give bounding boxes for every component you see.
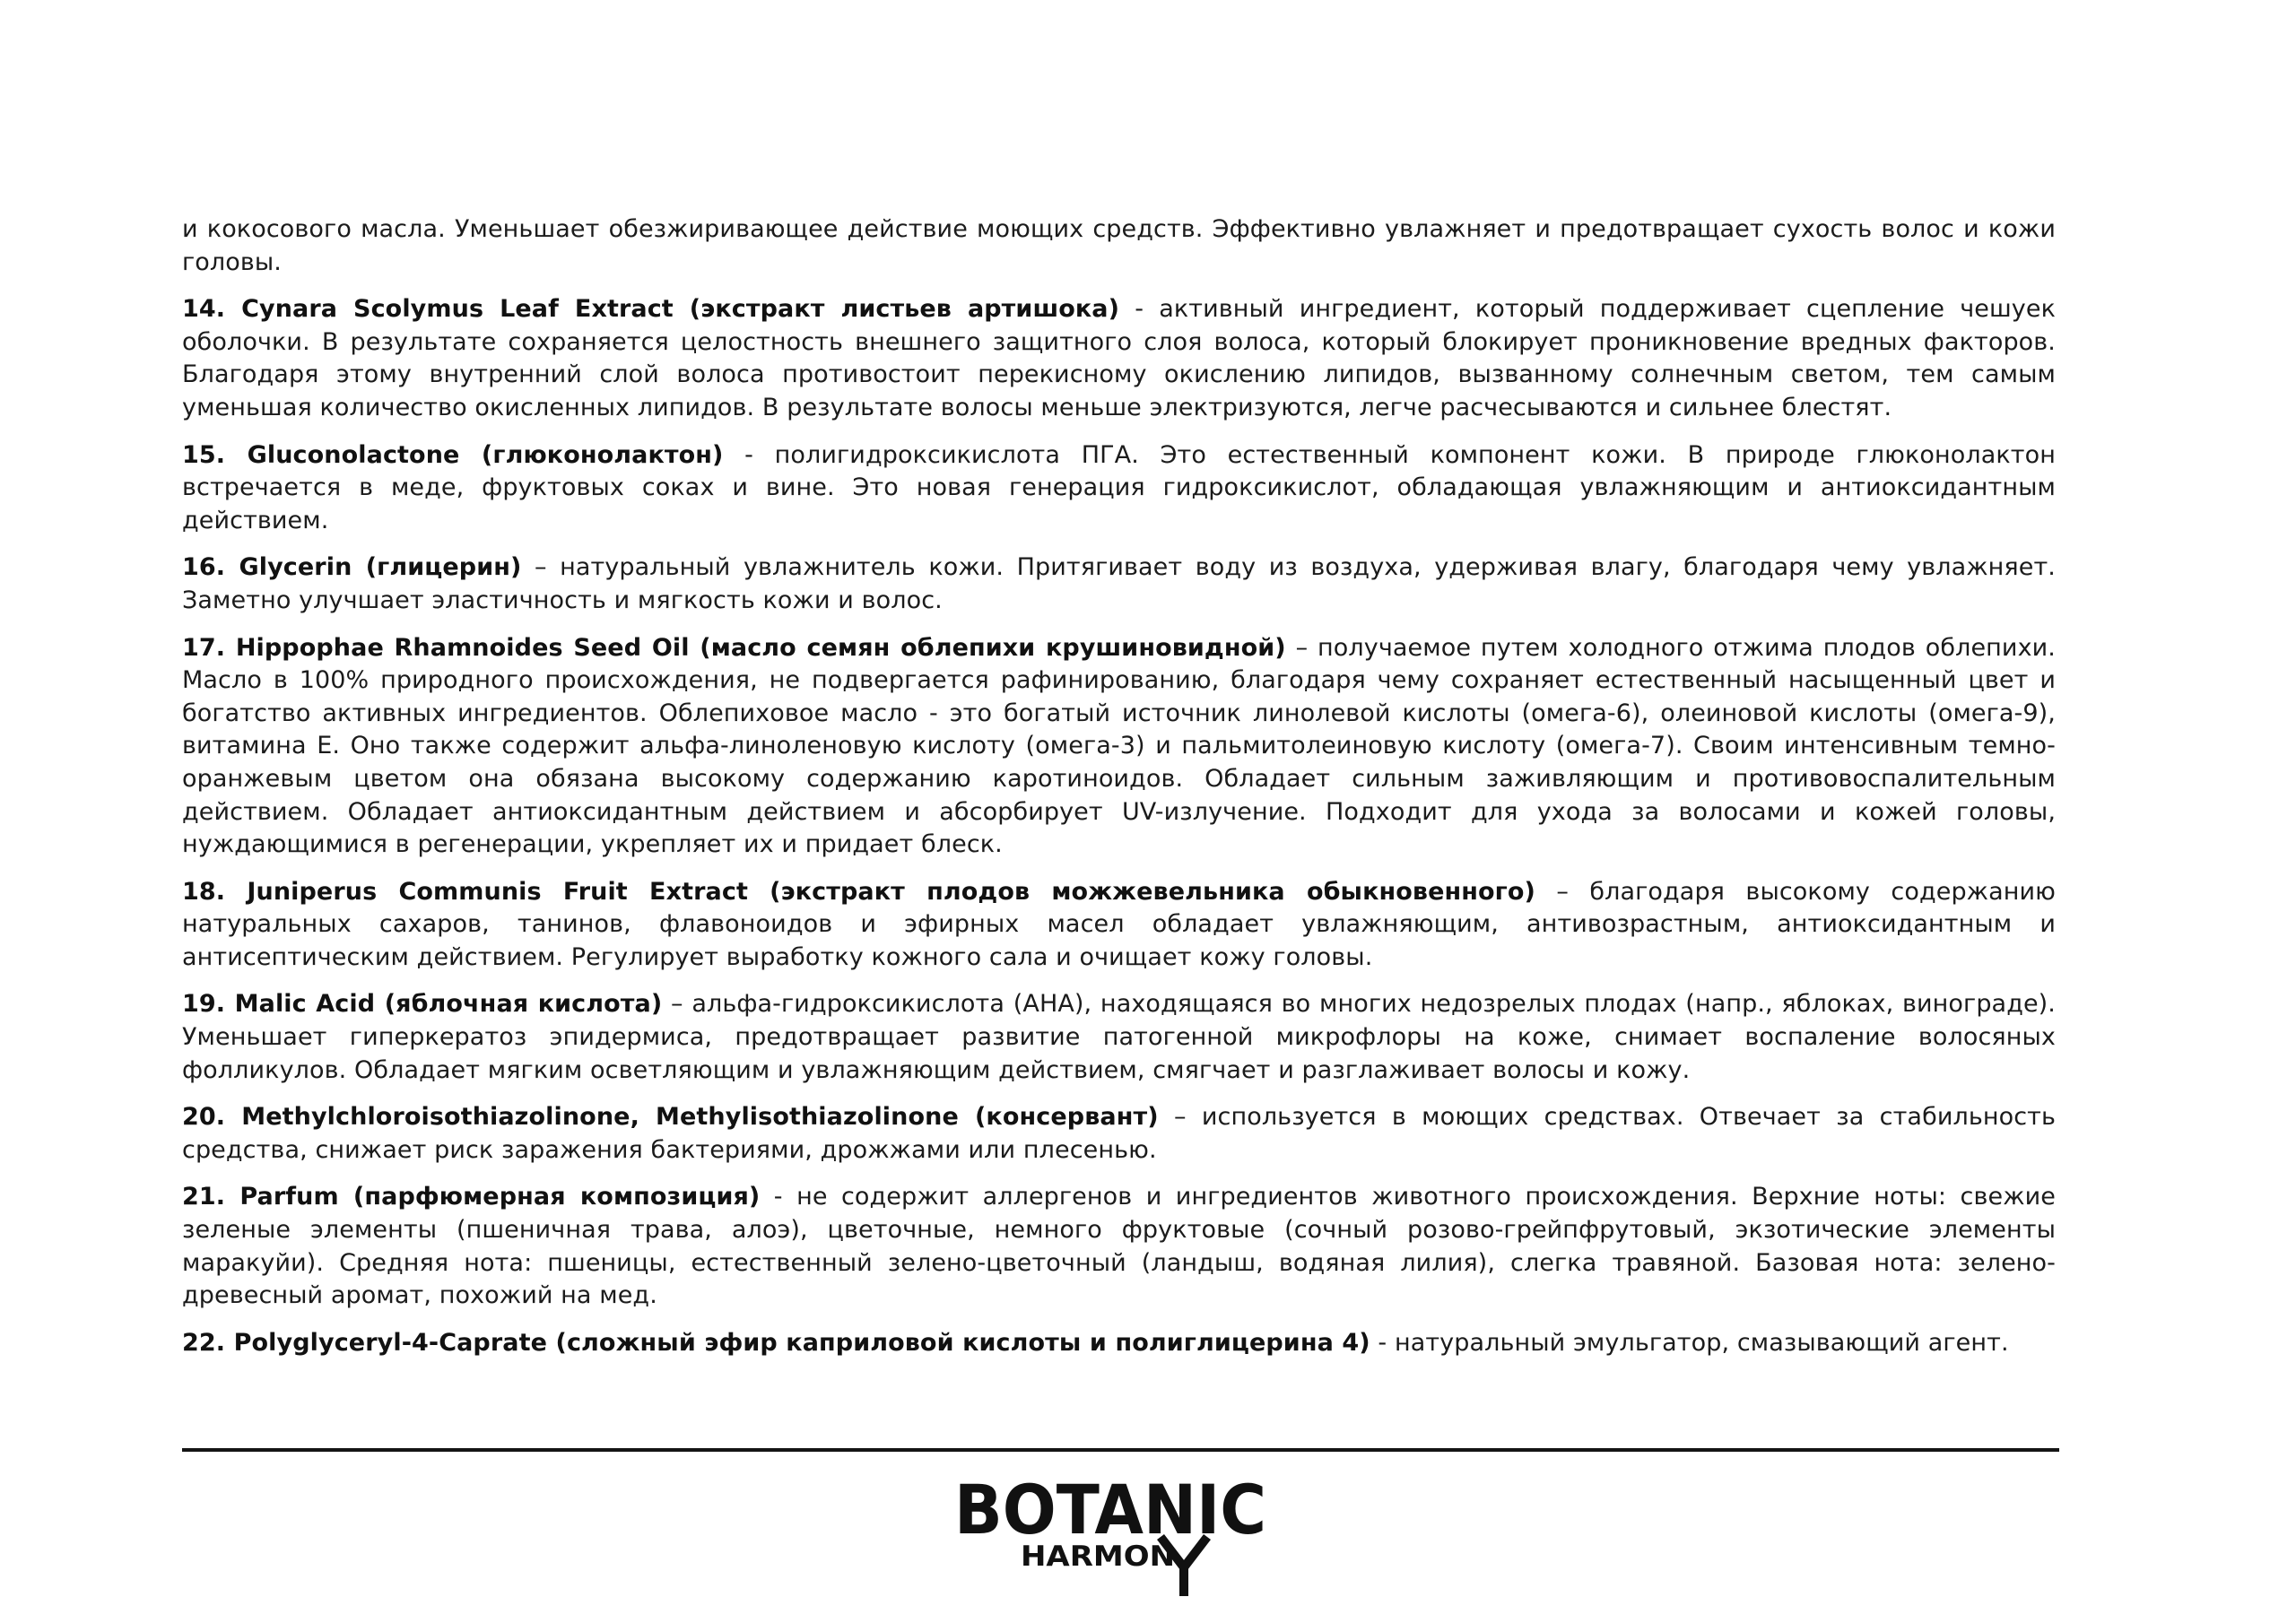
logo-line-botanic: BOTANIC bbox=[954, 1478, 1266, 1549]
paragraph-ingredient-18 bbox=[182, 876, 2056, 975]
ingredient-heading: 14. Cynara Scolymus Leaf Extract (экстракт листьев артишока) bbox=[182, 295, 1120, 324]
botanic-harmony-logo bbox=[952, 1478, 1284, 1599]
ingredient-heading: 19. Malic Acid (яблочная кислота) bbox=[182, 990, 663, 1019]
paragraph-continuation bbox=[182, 213, 2056, 279]
paragraph-ingredient-22 bbox=[182, 1327, 2056, 1360]
ingredient-description: – используется в моющих средствах. Отвечает за стабильность средства, снижает риск заражения бактериями, дрожжами или плесенью. bbox=[182, 1103, 2056, 1164]
paragraph-ingredient-20 bbox=[182, 1101, 2056, 1167]
logo-line-harmony: HARMON bbox=[1021, 1541, 1175, 1573]
ingredient-heading: 22. Polyglyceryl-4-Caprate (сложный эфир каприловой кислоты и полиглицерина 4) bbox=[182, 1328, 1370, 1357]
paragraph-ingredient-19 bbox=[182, 988, 2056, 1087]
document-body bbox=[182, 213, 2056, 1374]
ingredient-description: - полигидроксикислота ПГА. Это естественный компонент кожи. В природе глюконолактон встречается в меде, фруктовых соках и вине. Это новая генерация гидроксикислот, обладающая увлажняющим и антиоксидантным действием. bbox=[182, 440, 2056, 534]
ingredient-heading: 21. Parfum (парфюмерная композиция) bbox=[182, 1183, 761, 1211]
paragraph-ingredient-15 bbox=[182, 439, 2056, 538]
paragraph-ingredient-14 bbox=[182, 293, 2056, 424]
ingredient-description: – альфа-гидроксикислота (АНА), находящаяся во многих недозрелых плодах (напр., яблоках, винограде). Уменьшает гиперкератоз эпидермиса, предотвращает развитие патогенной микрофлоры на коже, снимает воспаление волосяных фолликулов. Обладает мягким осветляющим и увлажняющим действием, смягчает и разглаживает волосы и кожу. bbox=[182, 990, 2056, 1084]
logo-y-stem bbox=[1179, 1566, 1188, 1596]
paragraph-ingredient-17 bbox=[182, 632, 2056, 862]
ingredient-description: - натуральный эмульгатор, смазывающий агент. bbox=[1370, 1328, 2009, 1357]
ingredient-heading: 20. Methylchloroisothiazolinone, Methylisothiazolinone (консервант) bbox=[182, 1103, 1159, 1132]
ingredient-heading: 16. Glycerin (глицерин) bbox=[182, 553, 522, 582]
ingredient-heading: 17. Hippophae Rhamnoides Seed Oil (масло семян облепихи крушиновидной) bbox=[182, 633, 1286, 662]
ingredient-description: – получаемое путем холодного отжима плодов облепихи. Масло в 100% природного происхождения, не подвергается рафинированию, благодаря чему сохраняет естественный насыщенный цвет и богатство активных ингредиентов. Облепиховое масло - это богатый источник линолевой кислоты (омега-6), олеиновой кислоты (омега-9), витамина Е. Оно также содержит альфа-линоленовую кислоту (омега-3) и пальмитолеиновую кислоту (омега-7). Своим интенсивным темно-оранжевым цветом она обязана высокому содержанию каротиноидов. Обладает сильным заживляющим и противовоспалительным действием. Обладает антиоксидантным действием и абсорбирует UV-излучение. Подходит для ухода за волосами и кожей головы, нуждающимися в регенерации, укрепляет их и придает блеск. bbox=[182, 633, 2056, 859]
paragraph-ingredient-21 bbox=[182, 1181, 2056, 1312]
ingredient-description: – натуральный увлажнитель кожи. Притягивает воду из воздуха, удерживая влагу, благодаря чему увлажняет. Заметно улучшает эластичность и мягкость кожи и волос. bbox=[182, 553, 2056, 614]
ingredient-heading: 18. Juniperus Communis Fruit Extract (экстракт плодов можжевельника обыкновенного) bbox=[182, 877, 1535, 906]
ingredient-description: – благодаря высокому содержанию натуральных сахаров, танинов, флавоноидов и эфирных масел обладает увлажняющим, антивозрастным, антиоксидантным и антисептическим действием. Регулирует выработку кожного сала и очищает кожу головы. bbox=[182, 877, 2056, 971]
paragraph-ingredient-16 bbox=[182, 551, 2056, 617]
footer-divider bbox=[182, 1448, 2059, 1452]
ingredient-description: и кокосового масла. Уменьшает обезжиривающее действие моющих средств. Эффективно увлажняет и предотвращает сухость волос и кожи головы. bbox=[182, 215, 2056, 276]
ingredient-heading: 15. Gluconolactone (глюконолактон) bbox=[182, 440, 724, 469]
ingredient-description: - не содержит аллергенов и ингредиентов животного происхождения. Верхние ноты: свежие зеленые элементы (пшеничная трава, алоэ), цветочные, немного фруктовые (сочный розово-грейпфрутовый, экзотические элементы маракуйи). Средняя нота: пшеницы, естественный зелено-цветочный (ландыш, водяная лилия), слегка травяной. Базовая нота: зелено-древесный аромат, похожий на мед. bbox=[182, 1183, 2057, 1310]
logo-mark bbox=[954, 1478, 1266, 1596]
ingredient-description: - активный ингредиент, который поддерживает сцепление чешуек оболочки. В результате сохраняется целостность внешнего защитного слоя волоса, который блокирует проникновение вредных факторов. Благодаря этому внутренний слой волоса противостоит перекисному окислению липидов, вызванному солнечным светом, тем самым уменьшая количество окисленных липидов. В результате волосы меньше электризуются, легче расчесываются и сильнее блестят. bbox=[182, 295, 2057, 421]
